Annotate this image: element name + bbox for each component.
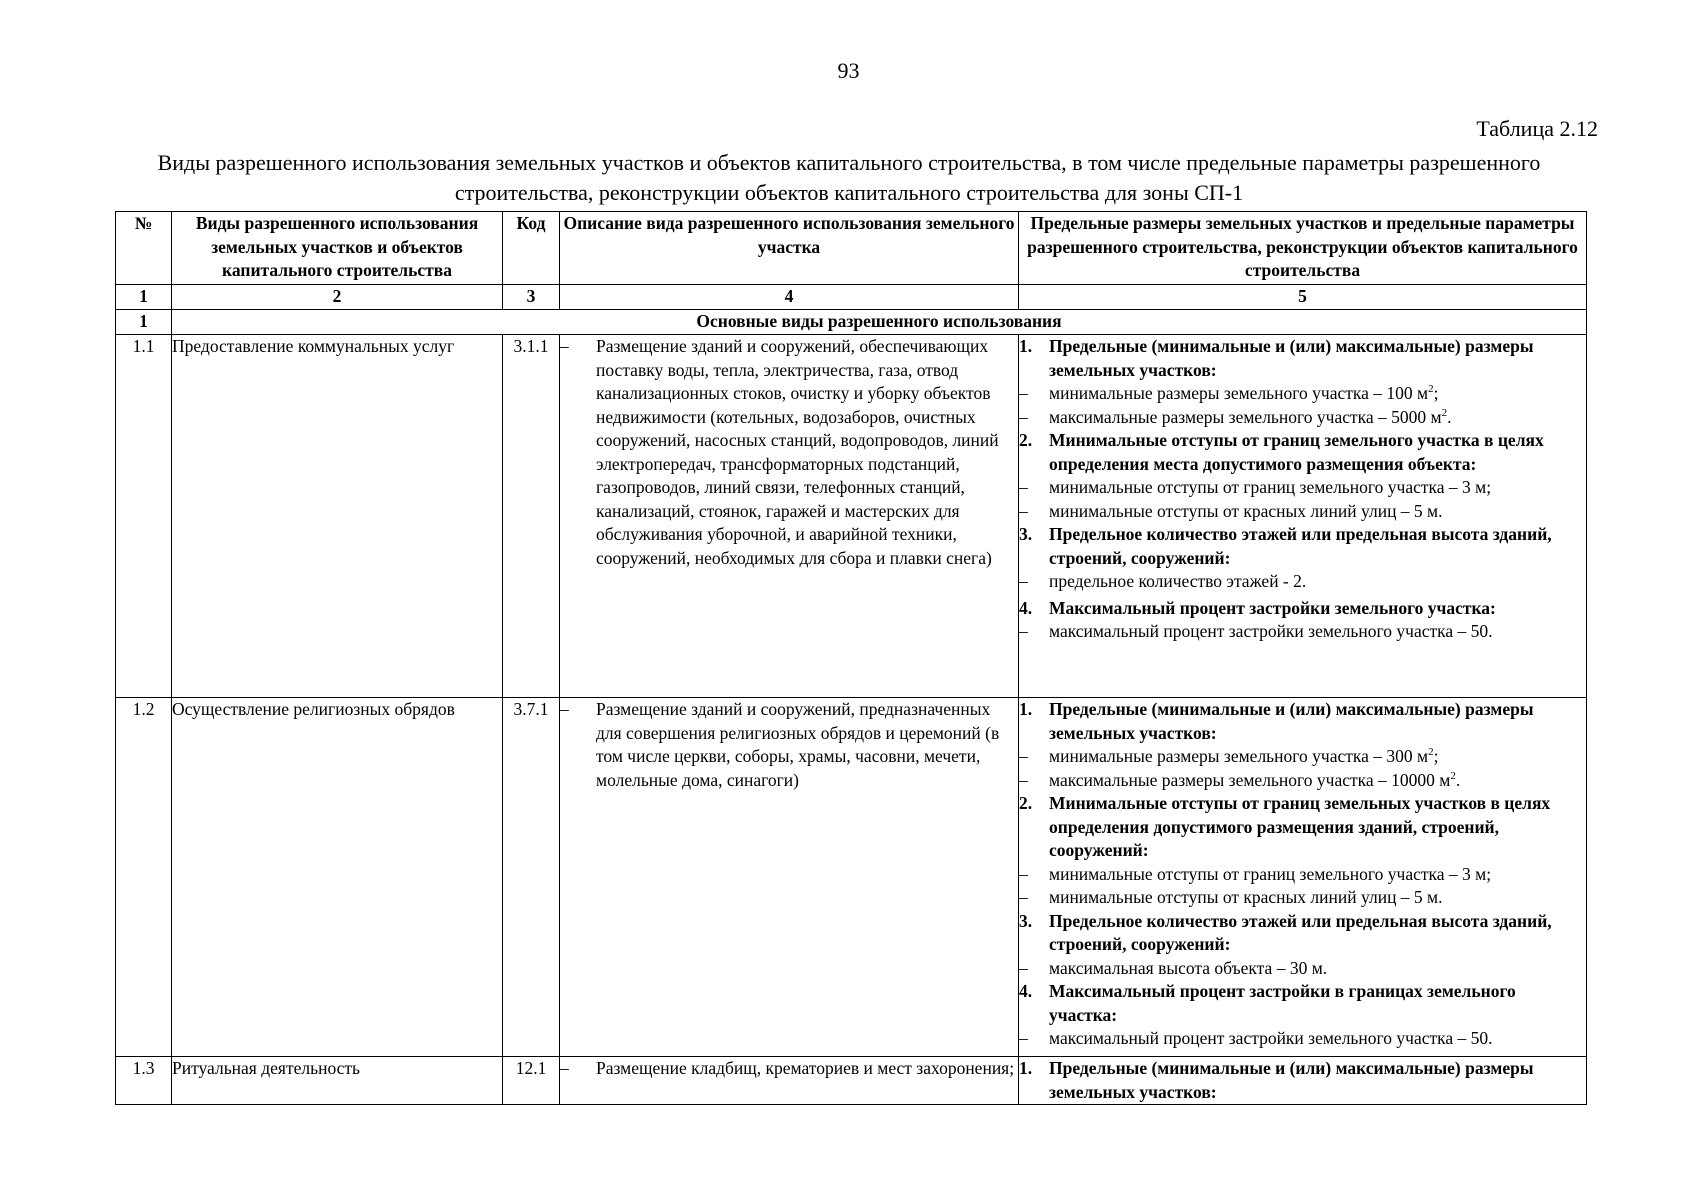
description-text: Размещение зданий и сооружений, обеспечивающих поставку воды, тепла, электричества, газа, отвод канализационных стоков, очистку и уборку объектов недвижимости (котельных, водозаборов, очистных сооружений, насосных станций, водопроводов, линий электропередач, трансформаторных подстанций, газопроводов, линий связи, телефонных станций, канализаций, стоянок, гаражей и мастерских для обслуживания уборочной, и аварийной техники, сооружений, необходимых для сбора и плавки снега) (596, 336, 999, 568)
row-params (1019, 698, 1587, 1057)
row-name: Предоставление коммунальных услуг (172, 335, 503, 698)
param-heading (1019, 335, 1586, 382)
dash-bullet: – (560, 1058, 569, 1078)
row-code: 3.7.1 (503, 698, 560, 1057)
param-text: минимальные отступы от границ земельного участка – 3 м; (1049, 863, 1492, 884)
column-number-row (116, 285, 1587, 310)
param-line: – максимальные размеры земельного участка – 10000 $м^2$. (1019, 769, 1461, 790)
param-number: 3. (1019, 910, 1033, 931)
param-number: 4. (1019, 597, 1033, 618)
description-text: Размещение кладбищ, крематориев и мест захоронения; (596, 1058, 1015, 1078)
param-text: максимальный процент застройки земельного участка – 50. (1049, 621, 1493, 641)
param-number: 1. (1019, 1058, 1033, 1078)
param-text: максимальный процент застройки земельного участка – 50. (1049, 1028, 1493, 1048)
param-line: – максимальная высота объекта – 30 м. (1019, 957, 1586, 981)
param-number: 2. (1019, 793, 1033, 813)
param-heading (1019, 523, 1586, 570)
row-params (1019, 335, 1587, 698)
row-code: 3.1.1 (503, 335, 560, 698)
param-number: 1. (1019, 699, 1033, 719)
param-heading (1019, 910, 1586, 957)
param-title: Предельное количество этажей или предельная высота зданий, строений, сооружений: (1049, 524, 1552, 568)
table-label: Таблица 2.12 (1476, 116, 1598, 141)
param-text: минимальные отступы от границ земельного участка – 3 м; (1049, 477, 1492, 497)
param-title: Максимальный процент застройки земельного участка: (1049, 597, 1496, 618)
table-row (116, 698, 1587, 1057)
table-row (116, 335, 1587, 698)
param-text: максимальные размеры земельного участка – 5000 м (1049, 406, 1442, 427)
section-number: 1 (116, 310, 172, 335)
superscript: 2 (1428, 383, 1434, 396)
header-desc: Описание вида разрешенного использования земельного участка (560, 212, 1019, 285)
param-title: Максимальный процент застройки в границах земельного участка: (1049, 981, 1516, 1025)
param-title: Предельное количество этажей или предельная высота зданий, строений, сооружений: (1049, 910, 1552, 954)
param-title: Минимальные отступы от границ земельного участка в целях определения места допустимого размещения объекта: (1049, 430, 1544, 474)
param-text: минимальные отступы от красных линий улиц – 5 м. (1049, 500, 1443, 521)
param-text: минимальные размеры земельного участка – 100 м (1049, 383, 1429, 403)
column-number: 4 (560, 285, 1019, 310)
param-number: 1. (1019, 336, 1033, 356)
header-row (116, 212, 1587, 285)
param-title: Предельные (минимальные и (или) максимальные) размеры земельных участков: (1049, 1058, 1534, 1102)
param-line: – минимальные отступы от границ земельного участка – 3 м; (1019, 863, 1586, 887)
param-heading (1019, 1057, 1586, 1104)
header-kind: Виды разрешенного использования земельных участков и объектов капитального строительства (172, 212, 503, 285)
row-number: 1.3 (116, 1057, 172, 1105)
header-num: № (116, 212, 172, 285)
dash-bullet: – (560, 336, 569, 356)
zoning-table (115, 211, 1587, 1105)
param-text-end: . (1455, 769, 1461, 790)
param-line: – максимальный процент застройки земельного участка – 50. (1019, 1027, 1586, 1051)
column-number: 1 (116, 285, 172, 310)
header-params: Предельные размеры земельных участков и предельные параметры разрешенного строительства, реконструкции объектов капитального строительства (1019, 212, 1587, 285)
column-number: 3 (503, 285, 560, 310)
param-text: минимальные размеры земельного участка – 300 м (1049, 746, 1429, 766)
param-text-end: ; (1433, 746, 1439, 766)
param-text: максимальная высота объекта – 30 м. (1049, 957, 1328, 978)
row-description (560, 1057, 1019, 1105)
param-title: Предельные (минимальные и (или) максимальные) размеры земельных участков: (1049, 336, 1534, 380)
superscript: 2 (1441, 406, 1448, 419)
row-code: 12.1 (503, 1057, 560, 1105)
row-number: 1.1 (116, 335, 172, 698)
param-heading (1019, 597, 1586, 621)
param-line: – минимальные размеры земельного участка – 100 $м^2$; (1019, 383, 1439, 403)
param-text: максимальные размеры земельного участка – 10000 м (1049, 769, 1451, 790)
row-description (560, 698, 1019, 1057)
param-line: – минимальные отступы от красных линий улиц – 5 м. (1019, 500, 1586, 524)
param-line: – предельное количество этажей - 2. (1019, 570, 1586, 594)
param-number: 3. (1019, 524, 1033, 544)
param-heading (1019, 698, 1586, 745)
column-number: 2 (172, 285, 503, 310)
row-number: 1.2 (116, 698, 172, 1057)
description-text: Размещение зданий и сооружений, предназначенных для совершения религиозных обрядов и церемоний (в том числе церкви, соборы, храмы, часовни, мечети, молельные дома, синагоги) (596, 699, 1000, 790)
param-text-end: . (1447, 406, 1452, 427)
param-number: 2. (1019, 430, 1033, 450)
param-heading (1019, 792, 1586, 863)
row-description (560, 335, 1019, 698)
superscript: 2 (1450, 769, 1456, 782)
row-name: Ритуальная деятельность (172, 1057, 503, 1105)
param-line: – максимальные размеры земельного участка – 5000 $м^2$. (1019, 406, 1452, 427)
param-line: – минимальные отступы от границ земельного участка – 3 м; (1019, 476, 1586, 500)
param-heading (1019, 429, 1586, 476)
param-title: Предельные (минимальные и (или) максимальные) размеры земельных участков: (1049, 699, 1534, 743)
param-line: – минимальные размеры земельного участка – 300 $м^2$; (1019, 746, 1439, 766)
param-text: предельное количество этажей - 2. (1049, 571, 1307, 591)
table-row (116, 1057, 1587, 1105)
dash-bullet: – (560, 699, 569, 719)
row-params (1019, 1057, 1587, 1105)
page-number: 93 (837, 58, 860, 83)
param-title: Минимальные отступы от границ земельных участков в целях определения допустимого размещения зданий, строений, сооружений: (1049, 793, 1551, 860)
table-caption: Виды разрешенного использования земельных участков и объектов капитального строительства, в том числе предельные параметры разрешенного строительства, реконструкции объектов капитального строительства для зоны СП-1 (157, 150, 1541, 205)
param-text: минимальные отступы от красных линий улиц – 5 м. (1049, 887, 1443, 907)
param-line: – минимальные отступы от красных линий улиц – 5 м. (1019, 886, 1586, 910)
param-number: 4. (1019, 981, 1033, 1001)
param-line: – максимальный процент застройки земельного участка – 50. (1019, 620, 1586, 644)
row-name: Осуществление религиозных обрядов (172, 698, 503, 1057)
superscript: 2 (1428, 746, 1434, 759)
header-code: Код (503, 212, 560, 285)
column-number: 5 (1019, 285, 1587, 310)
section-row (116, 310, 1587, 335)
section-title: Основные виды разрешенного использования (172, 310, 1587, 335)
param-heading (1019, 980, 1586, 1027)
param-text-end: ; (1433, 383, 1439, 403)
